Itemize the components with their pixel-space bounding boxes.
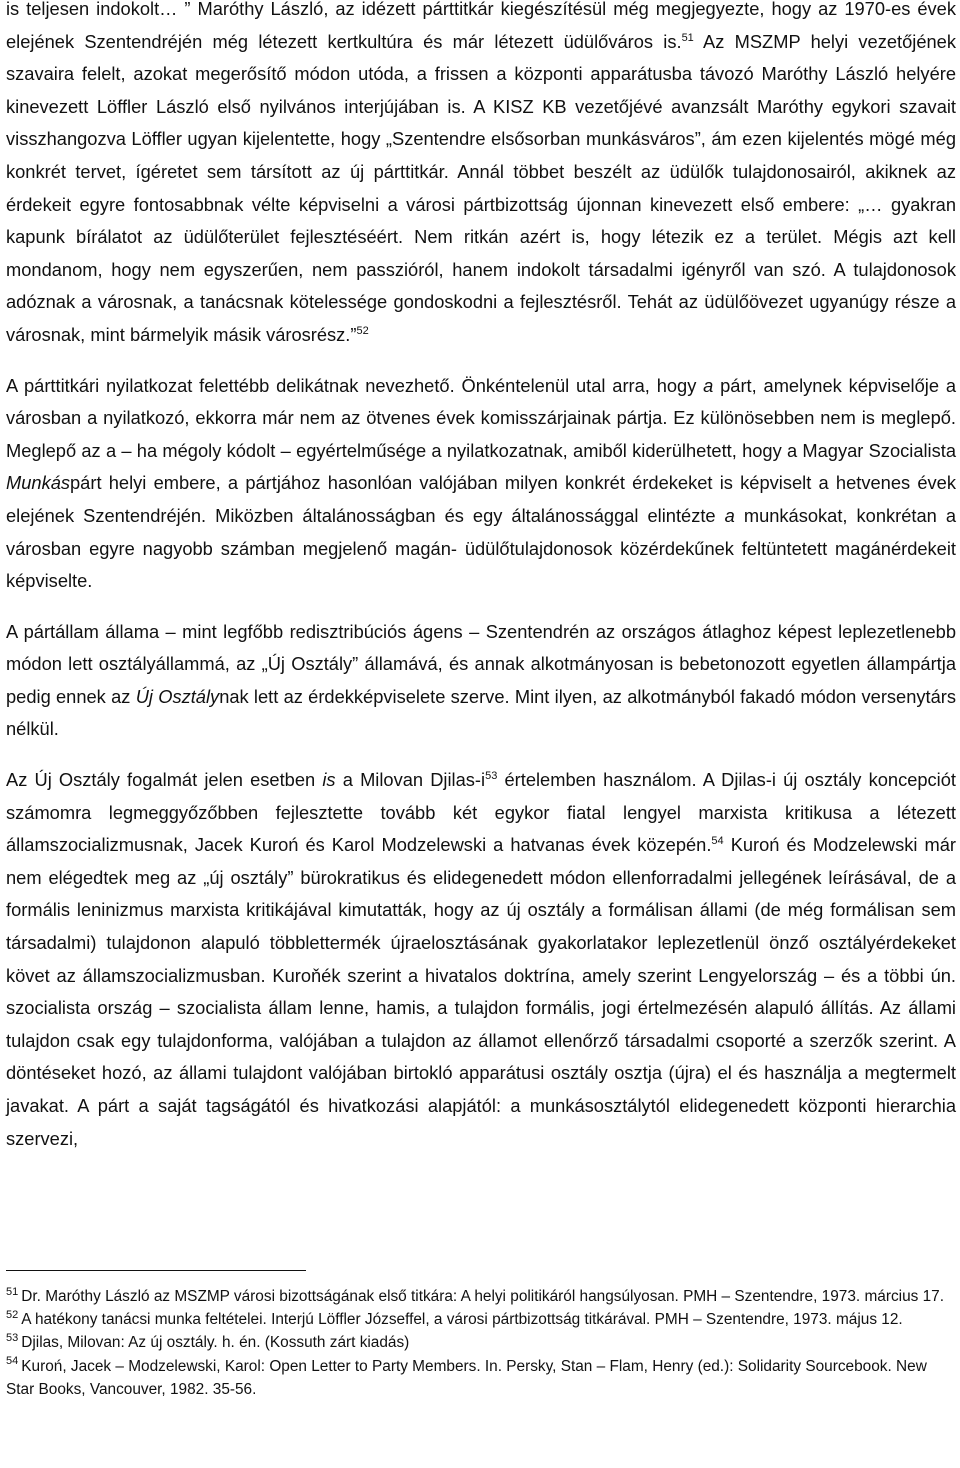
paragraph-2-text-d: munkásokat, konkrétan a városban egyre nagyobb számban megjelenő magán- üdülőtulajdonosok közérdekűnek feltüntetett magánérdekeit képviselte. xyxy=(6,504,956,592)
paragraph-2-text-b: párt, amelynek képviselője a városban a nyilatkozó, ekkorra már nem az ötvenes évek komisszárjainak pártja. Ez különösebben nem is meglepő. Meglepő az a – ha mégoly kódolt – egyértelműsége a nyilatkozatnak, amiből kiderülhetett, hogy a Magyar Szocialista xyxy=(6,374,956,461)
footnote-ref-51[interactable]: 51 xyxy=(681,31,694,44)
footnote-ref-54[interactable]: 54 xyxy=(711,835,724,848)
footnote-53 xyxy=(6,1331,956,1354)
paragraph-2-italic-a: a xyxy=(703,374,714,396)
paragraph-4-text-a: Az Új Osztály fogalmát jelen esetben xyxy=(6,769,323,791)
paragraph-4 xyxy=(6,764,956,1155)
footnote-51 xyxy=(6,1285,956,1308)
paragraph-2-text-c: párt helyi embere, a pártjához hasonlóan valójában milyen konkrét érdekeket is képviselt a hetvenes évek elejének Szentendréjén. Miközben általánosságban és egy általánossággal elintézte xyxy=(6,472,956,526)
paragraph-1-text-b: Az MSZMP helyi vezetőjének szavaira felelt, azokat megerősítő módon utóda, a frissen a központi apparátusba távozó Maróthy László helyére kinevezett Löffler László első nyilvános interjújában is. A KISZ KB vezetőjévé avanzsált Maróthy egykori szavait visszhangozva Löffler ugyan kijelentette, hogy „Szentendre elsősorban munkásváros”, ám ezen kijelentés mögé még konkrét tervet, ígéretet sem társított az új párttitkár. Annál többet beszélt az üdülők tulajdonosairól, akiknek az érdekeit egyre fontosabbnak vélte képviselni a városi pártbizottság újonnan kinevezett első embere: „… gyakran kapunk bírálatot az üdülőterület fejlesztéséért. Nem ritkán azért is, hogy létezik ez a terület. Mégis azt kell mondanom, hogy nem egyszerűen, nem passzióról, hanem indokolt társadalmi igényről van szó. A tulajdonosok adóznak a városnak, a tanácsnak kötelessége gondoskodni a fejlesztésről. Tehát az üdülőövezet ugyanúgy része a városnak, mint bármelyik másik városrész.” xyxy=(6,30,956,345)
paragraph-3-italic: Új Osztály xyxy=(135,685,220,707)
paragraph-1 xyxy=(6,0,956,352)
paragraph-2-text-a: A párttitkári nyilatkozat felettébb delikátnak nevezhető. Önkéntelenül utal arra, hogy xyxy=(6,374,704,396)
footnote-text: Kuroń, Jacek – Modzelewski, Karol: Open Letter to Party Members. In. Persky, Stan – Flam, Henry (ed.): Solidarity Sourcebook. New Star Books, Vancouver, 1982. 35-56. xyxy=(6,1357,927,1398)
paragraph-3 xyxy=(6,616,956,746)
paragraph-gap xyxy=(6,598,956,616)
footnote-number: 53 xyxy=(6,1332,19,1345)
paragraph-gap xyxy=(6,352,956,370)
paragraph-2-italic-a2: a xyxy=(724,504,735,526)
paragraph-2 xyxy=(6,370,956,598)
footnote-ref-52[interactable]: 52 xyxy=(356,324,369,337)
paragraph-4-text-d: Kuroń és Modzelewski már nem elégedtek meg az „új osztály” bürokratikus és elidegenedett módon ellenforradalmi jellegének leírásával, de a formális leninizmus marxista kritikájával kimutatták, hogy az új osztály a formálisan állami (de még formálisan sem társadalmi) tulajdonon alapuló többlettermék újraelosztásának gyakorlatakor leplezetlenül önző osztályérdekeket követ az államszocializmusban. Kuroňék szerint a hivatalos doktrína, amely szerint Lengyelország – és a többi ún. szocialista ország – szocialista állam lenne, hamis, a tulajdon formális, jogi értelmezésén alapuló állítás. Az állami tulajdon csak egy tulajdonforma, valójában a tulajdon az államot ellenőrző társadalmi csoporté a szerzők szerint. A döntéseket hozó, az állami tulajdont valójában birtokló apparátusi osztály osztja (újra) el és használja a megtermelt javakat. A párt a saját tagságától és hivatkozási alapjától: a munkásosztálytól elidegenedett központi hierarchia szervezi, xyxy=(6,834,956,1149)
footnote-52 xyxy=(6,1308,956,1331)
footnote-text: A hatékony tanácsi munka feltételei. Interjú Löffler Józseffel, a városi pártbizottság titkárával. PMH – Szentendre, 1973. május 12. xyxy=(21,1311,903,1329)
paragraph-2-italic-munkas: Munkás xyxy=(6,472,71,494)
paragraph-1-text-a: is teljesen indokolt… ” Maróthy László, az idézett párttitkár kiegészítésül még megjegyezte, hogy az 1970-es évek elejének Szentendréjén még létezett kertkultúra és már létezett üdülőváros is. xyxy=(6,0,956,52)
footnote-text: Djilas, Milovan: Az új osztály. h. én. (Kossuth zárt kiadás) xyxy=(21,1334,410,1352)
footnote-number: 51 xyxy=(6,1285,19,1298)
footnote-text: Dr. Maróthy László az MSZMP városi bizottságának első titkára: A helyi politikáról hangsúlyosan. PMH – Szentendre, 1973. március 17. xyxy=(21,1288,944,1305)
footnote-divider xyxy=(6,1270,306,1271)
footnote-number: 52 xyxy=(6,1309,19,1322)
footnotes-section xyxy=(6,1270,956,1401)
document-page xyxy=(6,0,956,1155)
paragraph-gap xyxy=(6,746,956,764)
footnote-54 xyxy=(6,1355,956,1401)
paragraph-4-text-c: értelemben használom. A Djilas-i új osztály koncepciót számomra legmeggyőzőbben fejlesztette tovább két egykor fiatal lengyel marxista kritikusa a létezett államszocializmusnak, Jacek Kuroń és Karol Modzelewski a hatvanas évek közepén. xyxy=(6,769,956,856)
paragraph-4-italic-is: is xyxy=(322,769,336,791)
paragraph-3-text-b: nak lett az érdekképviselete szerve. Mint ilyen, az alkotmányból fakadó módon versenytárs nélkül. xyxy=(6,685,957,740)
paragraph-4-text-b: a Milovan Djilas-i xyxy=(335,769,486,791)
footnote-ref-53[interactable]: 53 xyxy=(485,769,498,782)
paragraph-3-text-a: A pártállam állama – mint legfőbb redisztribúciós ágens – Szentendrén az országos átlaghoz képest leplezetlenebb módon lett osztályállammá, az „Új Osztály” államává, és annak alkotmányosan is bebetonozott egyetlen állampártja pedig ennek az xyxy=(6,620,956,707)
footnote-number: 54 xyxy=(6,1355,19,1368)
